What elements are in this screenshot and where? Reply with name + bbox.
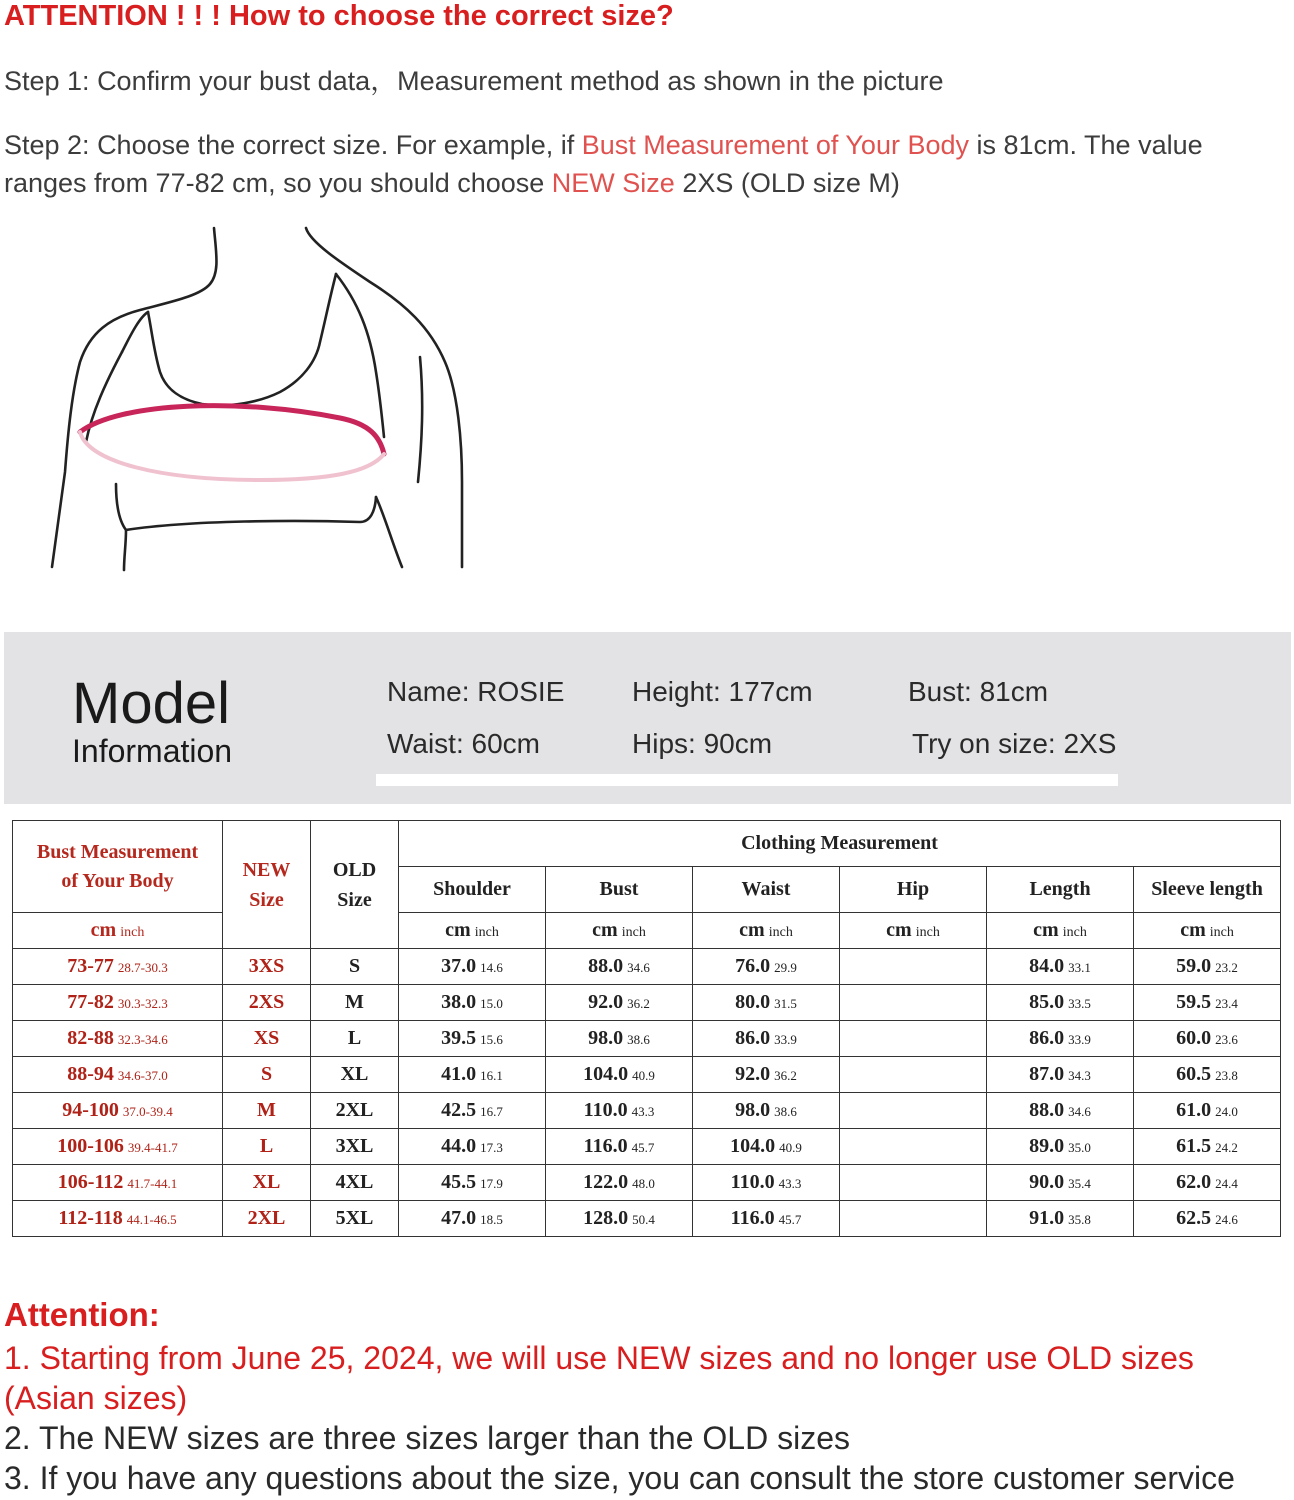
cell-inch-value: 39.4-41.7: [127, 1140, 178, 1155]
cell-inch-value: 18.5: [480, 1212, 503, 1227]
step-2-highlight-new-size: NEW Size: [551, 168, 675, 198]
table-cell: [223, 1021, 311, 1057]
cell-value: 128.0: [583, 1207, 629, 1229]
table-cell: [987, 1129, 1134, 1165]
table-cell: [546, 985, 693, 1021]
model-subheading: Information: [72, 733, 233, 769]
table-cell: [399, 1165, 546, 1201]
measure-line-front: [80, 406, 384, 454]
cell-value: 82-88: [67, 1027, 114, 1049]
table-row: [13, 985, 1281, 1021]
unit-inch: inch: [120, 925, 145, 940]
cell-value: 98.0: [588, 1027, 624, 1049]
cell-value: 110.0: [730, 1171, 775, 1193]
cell-value: 110.0: [583, 1099, 628, 1121]
table-cell: [311, 985, 399, 1021]
header-text: of Your Body: [61, 869, 174, 892]
cell-inch-value: 34.6: [627, 960, 650, 975]
step-2-text: [4, 126, 1288, 202]
step-2-highlight-bust: Bust Measurement of Your Body: [581, 130, 969, 160]
table-cell: [546, 1165, 693, 1201]
unit-header: [546, 913, 693, 949]
table-cell: [1134, 1021, 1281, 1057]
table-cell: [399, 1129, 546, 1165]
cell-value: 59.0: [1176, 955, 1212, 977]
cell-inch-value: 14.6: [480, 960, 503, 975]
table-cell: [987, 1201, 1134, 1237]
header-text: NEW: [242, 858, 291, 881]
cell-value: 116.0: [730, 1207, 775, 1229]
cell-value: 84.0: [1029, 955, 1065, 977]
cell-value: 2XL: [335, 1099, 374, 1121]
cell-value: XL: [340, 1063, 369, 1085]
cell-value: 37.0: [441, 955, 477, 977]
table-cell: [987, 949, 1134, 985]
table-cell: [987, 1057, 1134, 1093]
table-cell: [223, 1201, 311, 1237]
cell-inch-value: 43.3: [778, 1176, 802, 1191]
step-2-part: Step 2: Choose the correct size. For example, if: [4, 130, 582, 160]
cell-inch-value: 29.9: [774, 960, 797, 975]
cell-value: 88.0: [588, 955, 624, 977]
cell-inch-value: 35.0: [1068, 1140, 1091, 1155]
divider: [376, 774, 1118, 786]
table-cell: [693, 1201, 840, 1237]
cell-value: L: [347, 1027, 362, 1049]
table-cell: [13, 985, 223, 1021]
table-cell: [987, 1165, 1134, 1201]
header-text: OLD: [332, 858, 377, 881]
cell-value: 94-100: [62, 1099, 119, 1121]
cell-value: 77-82: [67, 991, 114, 1013]
table-cell: [840, 1093, 987, 1129]
table-cell: [223, 1057, 311, 1093]
col-waist-header: Waist: [693, 867, 840, 913]
cell-inch-value: 45.7: [631, 1140, 655, 1155]
model-hips: Hips: 90cm: [632, 728, 773, 759]
cell-inch-value: 40.9: [632, 1068, 655, 1083]
cell-value: 90.0: [1029, 1171, 1065, 1193]
cell-inch-value: 36.2: [627, 996, 650, 1011]
unit-header: [1134, 913, 1281, 949]
cell-inch-value: 36.2: [774, 1068, 797, 1083]
cell-value: 38.0: [441, 991, 477, 1013]
unit-cm: cm: [886, 919, 912, 941]
table-cell: [311, 1165, 399, 1201]
cell-value: 106-112: [57, 1171, 124, 1193]
cell-inch-value: 33.1: [1068, 960, 1091, 975]
table-cell: [693, 949, 840, 985]
cell-value: M: [257, 1099, 276, 1121]
cell-value: 104.0: [730, 1135, 776, 1157]
table-cell: [546, 1201, 693, 1237]
cell-inch-value: 30.3-32.3: [117, 996, 168, 1011]
cell-inch-value: 24.6: [1215, 1212, 1238, 1227]
table-row: [13, 949, 1281, 985]
cell-inch-value: 33.9: [1068, 1032, 1091, 1047]
table-cell: [223, 1093, 311, 1129]
cell-value: 59.5: [1176, 991, 1212, 1013]
cell-value: 86.0: [1029, 1027, 1065, 1049]
table-cell: [399, 985, 546, 1021]
size-table-body: [13, 949, 1281, 1237]
cell-value: 5XL: [335, 1207, 374, 1229]
cell-inch-value: 33.5: [1068, 996, 1091, 1011]
size-chart-table: [12, 820, 1281, 1237]
cell-inch-value: 40.9: [779, 1140, 802, 1155]
table-cell: [693, 1129, 840, 1165]
table-row: [13, 1201, 1281, 1237]
clothing-measurement-header: Clothing Measurement: [399, 821, 1281, 867]
cell-inch-value: 17.3: [480, 1140, 503, 1155]
cell-value: 89.0: [1029, 1135, 1065, 1157]
cell-inch-value: 23.4: [1215, 996, 1238, 1011]
table-cell: [399, 1021, 546, 1057]
table-cell: [546, 1093, 693, 1129]
note-3: 3. If you have any questions about the size, you can consult the store customer service: [4, 1460, 1235, 1496]
cell-value: 62.0: [1176, 1171, 1212, 1193]
table-row: [13, 1057, 1281, 1093]
cell-value: 88.0: [1029, 1099, 1065, 1121]
table-cell: [399, 1201, 546, 1237]
table-cell: [840, 1021, 987, 1057]
cell-inch-value: 16.1: [480, 1068, 503, 1083]
cell-inch-value: 23.2: [1215, 960, 1238, 975]
cell-inch-value: 43.3: [631, 1104, 655, 1119]
unit-header: [693, 913, 840, 949]
cell-inch-value: 48.0: [632, 1176, 655, 1191]
table-cell: [223, 1165, 311, 1201]
cell-inch-value: 50.4: [632, 1212, 655, 1227]
col-bust-body-header: [13, 821, 223, 913]
cell-value: 42.5: [441, 1099, 477, 1121]
cell-value: S: [348, 955, 361, 977]
cell-value: 44.0: [441, 1135, 477, 1157]
table-cell: [399, 1093, 546, 1129]
table-cell: [546, 1057, 693, 1093]
table-cell: [1134, 1093, 1281, 1129]
col-old-size-header: [311, 821, 399, 949]
table-cell: [693, 1165, 840, 1201]
cell-inch-value: 41.7-44.1: [127, 1176, 178, 1191]
cell-inch-value: 24.4: [1215, 1176, 1238, 1191]
cell-inch-value: 44.1-46.5: [126, 1212, 177, 1227]
cell-inch-value: 31.5: [774, 996, 797, 1011]
table-cell: [987, 1021, 1134, 1057]
table-cell: [399, 1057, 546, 1093]
cell-inch-value: 33.9: [774, 1032, 797, 1047]
note-1: 1. Starting from June 25, 2024, we will use NEW sizes and no longer use OLD sizes (Asian sizes): [4, 1340, 1194, 1416]
header-text: Size: [337, 888, 372, 911]
cell-value: 41.0: [441, 1063, 477, 1085]
cell-value: 76.0: [735, 955, 771, 977]
cell-value: M: [345, 991, 364, 1013]
unit-inch: inch: [1209, 925, 1234, 940]
unit-inch: inch: [768, 925, 793, 940]
cell-inch-value: 16.7: [480, 1104, 503, 1119]
unit-inch: inch: [1062, 925, 1087, 940]
cell-value: 2XS: [248, 991, 285, 1013]
table-cell: [311, 949, 399, 985]
table-cell: [546, 1129, 693, 1165]
col-new-size-header: [223, 821, 311, 949]
cell-value: 2XL: [247, 1207, 286, 1229]
unit-header: [399, 913, 546, 949]
table-cell: [546, 1021, 693, 1057]
table-cell: [223, 985, 311, 1021]
cell-value: 87.0: [1029, 1063, 1065, 1085]
cell-inch-value: 23.6: [1215, 1032, 1238, 1047]
cell-value: 85.0: [1029, 991, 1065, 1013]
table-cell: [840, 1201, 987, 1237]
measure-line-back: [80, 432, 384, 480]
table-cell: [840, 1165, 987, 1201]
cell-inch-value: 32.3-34.6: [117, 1032, 168, 1047]
cell-value: 92.0: [735, 1063, 771, 1085]
table-cell: [311, 1093, 399, 1129]
unit-cm: cm: [445, 919, 471, 941]
table-cell: [693, 1021, 840, 1057]
table-cell: [1134, 1201, 1281, 1237]
cell-value: XS: [253, 1027, 280, 1049]
col-hip-header: Hip: [840, 867, 987, 913]
cell-value: 3XS: [248, 955, 285, 977]
table-cell: [311, 1129, 399, 1165]
cell-value: 45.5: [441, 1171, 477, 1193]
table-cell: [840, 949, 987, 985]
table-row: [13, 1021, 1281, 1057]
model-height: Height: 177cm: [632, 676, 813, 707]
cell-inch-value: 28.7-30.3: [117, 960, 168, 975]
table-cell: [13, 1129, 223, 1165]
table-cell: [1134, 985, 1281, 1021]
table-cell: [1134, 1057, 1281, 1093]
cell-value: 61.0: [1176, 1099, 1212, 1121]
table-cell: [1134, 1165, 1281, 1201]
unit-header: [987, 913, 1134, 949]
cell-inch-value: 38.6: [774, 1104, 797, 1119]
unit-inch: inch: [621, 925, 646, 940]
cell-value: S: [260, 1063, 273, 1085]
model-heading: Model: [72, 671, 230, 736]
table-cell: [693, 1057, 840, 1093]
cell-value: 100-106: [57, 1135, 124, 1157]
table-cell: [13, 1165, 223, 1201]
header-text: Bust Measurement: [36, 840, 199, 863]
cell-inch-value: 45.7: [778, 1212, 802, 1227]
table-cell: [399, 949, 546, 985]
table-cell: [13, 1021, 223, 1057]
model-waist: Waist: 60cm: [387, 728, 540, 759]
table-cell: [1134, 1129, 1281, 1165]
table-cell: [13, 1057, 223, 1093]
unit-cm: cm: [1033, 919, 1059, 941]
table-row: [13, 1129, 1281, 1165]
col-sleeve-header: Sleeve length: [1134, 867, 1281, 913]
table-cell: [223, 1129, 311, 1165]
cell-inch-value: 23.8: [1215, 1068, 1238, 1083]
col-bust-header: Bust: [546, 867, 693, 913]
cell-value: 60.5: [1176, 1063, 1212, 1085]
cell-value: 73-77: [67, 955, 114, 977]
cell-value: 98.0: [735, 1099, 771, 1121]
model-name: Name: ROSIE: [387, 676, 565, 707]
note-2: 2. The NEW sizes are three sizes larger than the OLD sizes: [4, 1420, 850, 1456]
unit-cm: cm: [90, 919, 117, 941]
table-cell: [693, 985, 840, 1021]
cell-value: 3XL: [335, 1135, 374, 1157]
attention-heading: ATTENTION ! ! ! How to choose the correct size?: [4, 0, 674, 32]
table-cell: [840, 1129, 987, 1165]
cell-value: 88-94: [67, 1063, 114, 1085]
table-cell: [1134, 949, 1281, 985]
table-cell: [223, 949, 311, 985]
table-row: [13, 1093, 1281, 1129]
table-cell: [987, 1093, 1134, 1129]
bust-measurement-illustration: [40, 222, 480, 582]
step-1-text: Step 1: Confirm your bust data，Measurement method as shown in the picture: [4, 66, 944, 96]
table-cell: [13, 1201, 223, 1237]
table-cell: [693, 1093, 840, 1129]
model-try-on-size: Try on size: 2XS: [912, 728, 1117, 759]
table-cell: [311, 1057, 399, 1093]
table-cell: [987, 985, 1134, 1021]
table-cell: [840, 1057, 987, 1093]
cell-value: 91.0: [1029, 1207, 1065, 1229]
cell-value: 86.0: [735, 1027, 771, 1049]
step-2-part: is 81cm. The value ranges from 77-82 cm, so you should choose: [4, 130, 1203, 198]
header-text: Size: [249, 888, 284, 911]
cell-value: 122.0: [583, 1171, 629, 1193]
table-row: [13, 1165, 1281, 1201]
cell-value: 39.5: [441, 1027, 477, 1049]
cell-value: 116.0: [583, 1135, 628, 1157]
cell-value: 62.5: [1176, 1207, 1212, 1229]
unit-inch: inch: [474, 925, 499, 940]
unit-header: [840, 913, 987, 949]
col-length-header: Length: [987, 867, 1134, 913]
cell-inch-value: 17.9: [480, 1176, 503, 1191]
cell-inch-value: 35.8: [1068, 1212, 1091, 1227]
col-shoulder-header: Shoulder: [399, 867, 546, 913]
unit-cm: cm: [592, 919, 618, 941]
cell-inch-value: 15.0: [480, 996, 503, 1011]
cell-inch-value: 35.4: [1068, 1176, 1091, 1191]
cell-value: 112-118: [58, 1207, 123, 1229]
cell-inch-value: 24.0: [1215, 1104, 1238, 1119]
model-bust: Bust: 81cm: [908, 676, 1049, 707]
table-cell: [311, 1021, 399, 1057]
step-2-part: 2XS (OLD size M): [674, 168, 900, 198]
cell-value: XL: [252, 1171, 281, 1193]
table-cell: [13, 1093, 223, 1129]
cell-value: 80.0: [735, 991, 771, 1013]
table-cell: [311, 1201, 399, 1237]
unit-cm: cm: [1180, 919, 1206, 941]
cell-value: 4XL: [335, 1171, 374, 1193]
cell-value: 92.0: [588, 991, 624, 1013]
unit-header: [13, 913, 223, 949]
cell-value: 60.0: [1176, 1027, 1212, 1049]
cell-inch-value: 37.0-39.4: [122, 1104, 173, 1119]
table-cell: [546, 949, 693, 985]
cell-inch-value: 15.6: [480, 1032, 503, 1047]
cell-inch-value: 38.6: [627, 1032, 650, 1047]
cell-value: 47.0: [441, 1207, 477, 1229]
cell-inch-value: 34.6: [1068, 1104, 1091, 1119]
notes-heading: Attention:: [4, 1296, 160, 1333]
unit-inch: inch: [915, 925, 940, 940]
cell-inch-value: 34.6-37.0: [117, 1068, 168, 1083]
table-cell: [13, 949, 223, 985]
cell-value: L: [259, 1135, 274, 1157]
unit-cm: cm: [739, 919, 765, 941]
cell-value: 61.5: [1176, 1135, 1212, 1157]
cell-inch-value: 24.2: [1215, 1140, 1238, 1155]
table-cell: [840, 985, 987, 1021]
cell-value: 104.0: [583, 1063, 629, 1085]
cell-inch-value: 34.3: [1068, 1068, 1091, 1083]
